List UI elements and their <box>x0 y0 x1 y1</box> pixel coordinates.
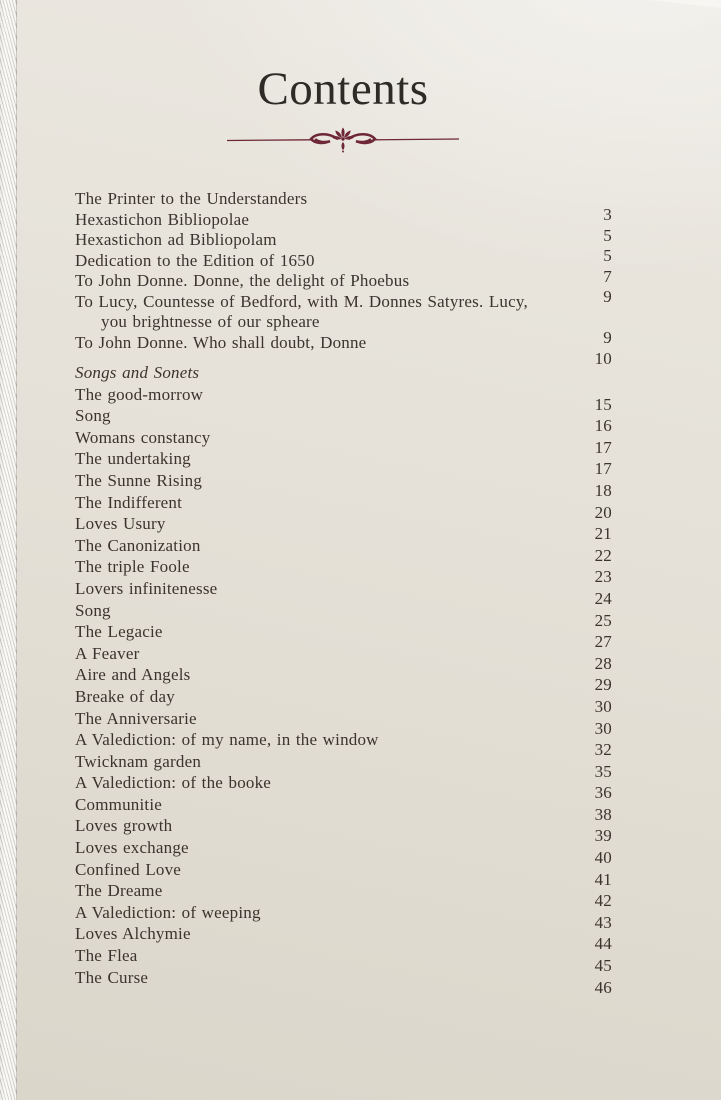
page-edge-stack <box>0 0 17 1100</box>
entry-title: The Dreame <box>75 881 163 901</box>
toc-entry <box>75 405 612 436</box>
entry-title: A Feaver <box>75 643 140 663</box>
entry-title: Loves growth <box>75 816 173 836</box>
entry-title: The Anniversarie <box>75 708 197 728</box>
entry-page-number: 35 <box>594 761 612 781</box>
entry-page-number: 9 <box>603 287 612 306</box>
entry-title: Hexastichon Bibliopolae <box>75 209 250 229</box>
entry-page-number: 5 <box>603 225 612 245</box>
entry-title: Breake of day <box>75 686 175 706</box>
entry-title: A Valediction: of the booke <box>75 773 272 793</box>
fleuron-ornament-icon <box>225 126 461 154</box>
entry-page-number: 39 <box>594 826 612 846</box>
entry-title: Aire and Angels <box>75 665 191 685</box>
entry-page-number: 43 <box>594 912 612 932</box>
toc-entry <box>75 967 612 997</box>
toc-entry <box>75 427 612 457</box>
toc-entry <box>75 923 612 954</box>
entry-page-number: 20 <box>594 502 612 522</box>
table-of-contents <box>75 189 612 997</box>
toc-entry <box>75 621 612 652</box>
toc-entry <box>75 880 612 911</box>
entry-title: To John Donne. Donne, the delight of Phoebus <box>75 271 410 290</box>
entry-page-number: 15 <box>594 394 612 414</box>
entry-page-number: 25 <box>594 610 612 630</box>
entry-page-number: 16 <box>594 416 612 436</box>
page-sheet <box>17 0 721 1100</box>
toc-entry <box>75 664 612 695</box>
entry-title: The Legacie <box>75 622 163 642</box>
toc-entry <box>75 859 612 889</box>
entry-page-number: 30 <box>594 718 612 738</box>
entry-page-number: 7 <box>603 266 612 286</box>
entry-title: The Curse <box>75 967 149 987</box>
entry-page-number: 40 <box>594 848 612 868</box>
toc-entry <box>75 600 612 630</box>
entry-title: Song <box>75 406 111 426</box>
entry-title: Loves Usury <box>75 514 166 534</box>
entry-page-number: 17 <box>594 459 612 479</box>
entry-title: The undertaking <box>75 449 191 469</box>
entry-page-number: 24 <box>594 588 612 608</box>
toc-entry <box>75 513 612 544</box>
entry-page-number: 9 <box>603 328 612 347</box>
toc-entry <box>75 729 612 760</box>
entry-page-number: 3 <box>603 205 612 224</box>
entry-page-number: 27 <box>594 632 612 652</box>
toc-entry <box>75 815 612 846</box>
entry-title: Loves Alchymie <box>75 924 191 944</box>
entry-page-number: 28 <box>594 653 612 673</box>
toc-entry <box>75 384 612 414</box>
entry-title: Dedication to the Edition of 1650 <box>75 250 315 270</box>
entry-title: Song <box>75 600 111 620</box>
toc-entry <box>75 708 612 738</box>
front-matter-section <box>75 189 612 368</box>
entry-page-number: 21 <box>594 524 612 544</box>
toc-entry <box>75 535 612 565</box>
ornament-wrap <box>0 126 695 159</box>
entry-title: Lovers infinitenesse <box>75 578 218 598</box>
entry-title: Loves exchange <box>75 838 189 858</box>
entry-page-number: 45 <box>594 956 612 976</box>
entry-title: Communitie <box>75 794 162 814</box>
entry-title: Hexastichon ad Bibliopolam <box>75 230 277 249</box>
entry-title: A Valediction: of weeping <box>75 902 261 922</box>
entry-title: A Valediction: of my name, in the window <box>75 730 379 750</box>
entry-title-line2: you brightnesse of our spheare <box>101 312 320 331</box>
entry-title: The Indifferent <box>75 492 183 512</box>
toc-entry <box>75 772 612 803</box>
entry-title: The good-morrow <box>75 384 204 404</box>
entry-title: Twicknam garden <box>75 751 202 771</box>
entry-page-number: 44 <box>594 934 612 954</box>
entry-page-number: 30 <box>594 696 612 716</box>
toc-entry <box>75 837 612 868</box>
toc-entry <box>75 945 612 976</box>
entry-page-number: 46 <box>594 977 612 997</box>
entry-page-number: 42 <box>594 891 612 911</box>
entry-page-number: 23 <box>594 567 612 587</box>
entry-title: The Sunne Rising <box>75 470 203 490</box>
songs-and-sonets-section <box>75 384 612 997</box>
entry-page-number: 32 <box>594 740 612 760</box>
page-title: Contents <box>257 63 429 115</box>
entry-title: The Canonization <box>75 535 201 555</box>
entry-title: To John Donne. Who shall doubt, Donne <box>75 332 367 352</box>
toc-entry <box>75 470 612 500</box>
toc-entry <box>75 556 612 587</box>
entry-title: The triple Foole <box>75 557 190 577</box>
entry-page-number: 18 <box>594 480 612 500</box>
section-heading: Songs and Sonets <box>75 363 200 382</box>
entry-page-number: 36 <box>594 783 612 803</box>
toc-entry <box>75 751 612 781</box>
entry-page-number: 17 <box>594 437 612 457</box>
toc-entry <box>75 902 612 932</box>
entry-page-number: 38 <box>594 804 612 824</box>
toc-entry <box>75 794 612 824</box>
toc-entry <box>75 332 612 368</box>
entry-page-number: 29 <box>594 675 612 695</box>
entry-page-number: 22 <box>594 545 612 565</box>
entry-title: The Printer to the Understanders <box>75 189 308 208</box>
toc-entry <box>75 448 612 479</box>
entry-title-line1: To Lucy, Countesse of Bedford, with M. Donnes Satyres. Lucy, <box>75 291 528 311</box>
toc-entry <box>75 643 612 673</box>
entry-title: Confined Love <box>75 859 182 879</box>
entry-page-number: 41 <box>594 869 612 889</box>
entry-title: The Flea <box>75 946 138 966</box>
entry-title: Womans constancy <box>75 427 211 447</box>
entry-page-number: 10 <box>594 348 612 368</box>
toc-entry <box>75 578 612 608</box>
toc-entry <box>75 492 612 522</box>
entry-title <box>75 292 534 333</box>
entry-page-number: 5 <box>603 246 612 265</box>
toc-entry <box>75 686 612 716</box>
